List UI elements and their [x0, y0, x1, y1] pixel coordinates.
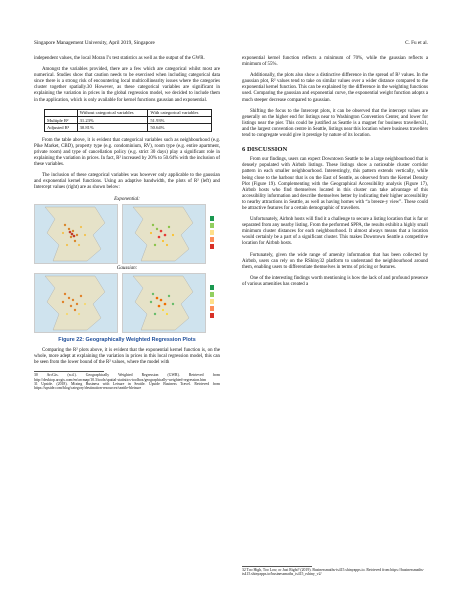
table-row — [45, 124, 212, 131]
section-heading: 6 DISCUSSION — [242, 146, 288, 154]
right-footnote-area — [242, 562, 428, 577]
table-header-without: Without categorical variables — [77, 109, 148, 116]
table-cell: Multiple R² — [45, 117, 78, 124]
figure-gwr-plots — [34, 197, 220, 343]
paragraph: independent values, the local Moran I’s test statistics as well as the output of the GWR. — [34, 56, 205, 61]
header-authors: C. Fu et al. — [405, 40, 428, 46]
map-legend — [210, 214, 220, 254]
paragraph: Fortunately, given the wide range of amenity information that has been collected by Airbnb, users can rely on the RShiny32 platform to understand the neighbourhood around them, enabling users to differentiate themselves in terms of pricing or features. — [242, 252, 428, 270]
footnote: 31 Upside. (2018). Mixing Business with Leisure in Seattle. Upside Business Travel. Retrieved from https://upside.com/blog/category/destination-resources/seattle-bleisure — [34, 381, 220, 391]
map-legend — [210, 283, 220, 323]
header-venue: Singapore Management University, April 2019, Singapore — [34, 40, 155, 46]
paragraph: From our findings, users can expect Downtown Seattle to be a large neighbourhood that is densely populated with Airbnb listings. These listings show a noticeable cluster corridor pattern in each smaller neighbourhood. Interestingly, this pattern extends vertically, while being close to the harbour that is on the East of Seattle, as observed from the Kernel Density Plot (Figure 19). Complementing with the Geographical Accessibility analysis (Figure 17), Airbnb hosts who find themselves located in this cluster can take advantage of this accessibility information and describe themselves better by indicating their higher accessibility to nearby attractions in Seattle, as well as having homes with “a breeze-y view”. These could be attractive features for a certain demographic of travellers. — [242, 157, 428, 211]
table-cell: 31.23% — [77, 117, 148, 124]
exponential-r2-map — [34, 204, 118, 264]
r-squared-table — [44, 109, 212, 132]
paragraph: From the table above, it is evident that categorical variables such as neighbourhood (e.g. Pike Market, CBD), property type (e.g. condominium, RV), room type (e.g. entire apartment, private room) and type of cancellation policy (e.g. strict 30 days) play a significant role in explaining the variation in prices. In fact, R² increased by 20% to 50.64% with the inclusion of these variables. — [34, 137, 220, 168]
panel-title-gaussian: Gaussian: — [116, 265, 138, 271]
table-cell: 50.64% — [148, 124, 212, 131]
footnote: 30 ArcGis. (n.d.). Geographically Weighted Regression (GWR). Retrieved from http://desktop.arcgis.com/en/arcmap/10.3/tools/spatial-statistics-toolbox/geographically-weighted-regression.htm — [34, 373, 220, 382]
paragraph: Amongst the variables provided, there are a few which are categorical whilst most are numerical. Studies show that caution needs to be exercised when including categorical data since there is a strong risk of encountering local multicollinearity issues where the categories cluster together spatially.30 However, as these categorical variables are significant in explaining the variation in prices in the global regression model, we decided to include them in the application, which is only available for kernel functions gaussian and exponential. — [34, 67, 220, 103]
gaussian-intercept-map — [122, 273, 206, 333]
paragraph: Unfortunately, Airbnb hosts will find it a challenge to secure a listing location that is far or separated from any nearby listing. From the performed SPPA, the results exhibit a highly small minimum cluster distances for each neighbourhood. It almost always means that a location would certainly be a part of a significant cluster. This makes Downtown Seattle a competitive location for Airbnb hosts. — [242, 217, 428, 247]
footnote: 32 Too High, Too Low, or Just Right? (2019). Businessmaths-is415.shinyapps.io. Retrieved from https://businessmaths-is415.shinyapps.io/businessmaths_is415_rshiny_v2/ — [242, 568, 425, 577]
paragraph: The inclusion of these categorical variables was however only applicable to the gaussian and exponential kernel functions. Using an adaptive bandwidth, the plots of R² (left) and Intercept values (right) are as shown below: — [34, 173, 220, 191]
table-cell: 30.81% — [77, 124, 148, 131]
table-header-empty — [45, 109, 78, 116]
exponential-intercept-map — [122, 204, 206, 264]
paragraph: exponential kernel function reflects a minimum of 70%, while the gaussian reflects a minimum of 55%. — [242, 56, 428, 68]
right-column — [242, 56, 428, 293]
panel-title-exponential: Exponential: — [114, 196, 140, 202]
exponential-maps — [34, 204, 220, 264]
paragraph: Comparing the R² plots above, it is evident that the exponential kernel function is, on the whole, more adept at explaining the variation in prices in this local regression model, this can be seen from the lower bound of the R² values, where the model with — [34, 347, 220, 366]
figure-caption: Figure 22: Geographically Weighted Regression Plots — [58, 336, 196, 343]
table-cell: Adjusted R² — [45, 124, 78, 131]
paragraph: Shifting the focus to the Intercept plots, it can be observed that the intercept values are generally on the higher end for listings near to Washington Convention Center, and lower for listings near the pier. This could be justified as Seattle is a magnet for business travellers31, and the largest convention centre in Seattle, listings near this location where business travellers tend to congregate would give it prestige by nature of its location. — [242, 108, 428, 139]
left-column — [34, 56, 220, 391]
gaussian-r2-map — [34, 273, 118, 333]
paragraph: One of the interesting findings worth mentioning is how the lack of and profound presence of various amenities has created a — [242, 275, 428, 287]
paragraph: Additionally, the plots also show a distinctive difference in the spread of R² values. In the gaussian plot, R² values tend to take on similar values over a wider distance compared to the exponential kernel function. This can be explained by the difference in the weighting functions used. Comparing the gaussian and exponential curve, the exponential weight function adopts a much steeper decrease compared to gaussian. — [242, 73, 428, 103]
page-header — [34, 40, 428, 46]
table-header-with: With categorical variables — [148, 109, 212, 116]
table-cell: 51.93% — [148, 117, 212, 124]
table-row — [45, 117, 212, 124]
gaussian-maps — [34, 273, 220, 333]
